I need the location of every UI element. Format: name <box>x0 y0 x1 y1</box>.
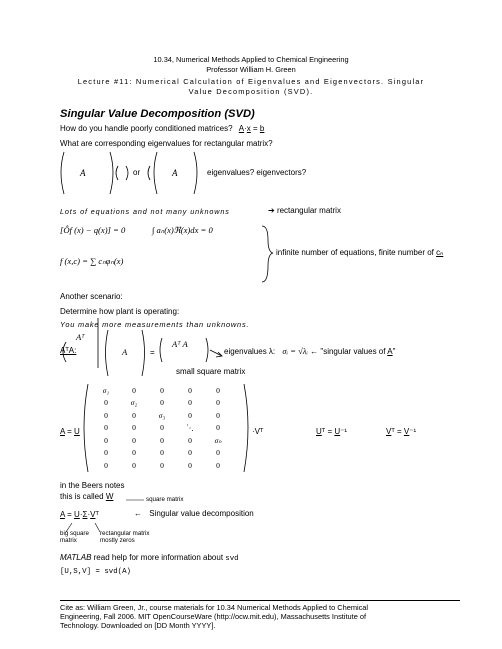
lecture-title-line1: Lecture #11: Numerical Calculation of Eigenvalues and Eigenvectors. Singular <box>77 77 425 86</box>
left-arrow-icon: ← <box>310 347 319 356</box>
sigma-matrix-cell: ⋱ <box>186 423 194 433</box>
sigma-matrix-cell: 0 <box>216 448 220 458</box>
small-square-matrix: small square matrix <box>176 367 246 376</box>
ut-inverse: Uᵀ = U⁻¹ <box>316 427 348 436</box>
called-w: this is called W <box>60 492 114 501</box>
rectangular-matrix-result: ➔ rectangular matrix <box>268 206 341 215</box>
citation-divider <box>60 600 460 601</box>
svd-dot-vt: ·Vᵀ <box>252 427 264 436</box>
ata-matrix-at: Aᵀ <box>76 332 85 342</box>
sigma-matrix-cell: 0 <box>188 448 192 458</box>
ata-equals: = <box>150 348 155 357</box>
sigma-matrix-cell: 0 <box>132 435 136 445</box>
beers-notes: in the Beers notes <box>60 481 125 490</box>
more-measurements: You make more measurements than unknowns. <box>60 320 250 329</box>
or-label: or <box>133 168 141 177</box>
svd-decomposition-label: ← Singular value decomposition <box>134 509 254 518</box>
sigma-matrix-row <box>92 422 242 435</box>
another-scenario: Another scenario: <box>60 292 123 301</box>
sigma-matrix-cell: σₙ <box>214 435 222 445</box>
ata-result: Aᵀ A <box>172 339 188 349</box>
svd-decomposition-eq: A = U·Σ·Vᵀ <box>60 510 99 519</box>
course-title: 10.34, Numerical Methods Applied to Chemical Engineering <box>153 55 349 64</box>
sigma-matrix-cell: 0 <box>104 398 108 408</box>
infinite-equations-note: infinite number of equations, finite number of cₙ <box>276 248 444 257</box>
question-poorly-conditioned: How do you handle poorly conditioned matrices? A·x = b <box>60 124 265 133</box>
citation: Cite as: William Green, Jr., course materials for 10.34 Numerical Methods Applied to Chemical Engineering, Fall 2006. MIT OpenCourseWare (http://ocw.mit.edu), Massachusetts Institute of Technology. Downloaded on [DD Month YYYY]. <box>60 603 369 630</box>
equation-expansion: f (x,c) = ∑ cₙφₙ(x) <box>60 256 124 266</box>
sigma-matrix-cell: 0 <box>104 448 108 458</box>
sigma-matrix-cell: 0 <box>160 435 164 445</box>
matlab-code: [U,S,V] = svd(A) <box>60 568 131 576</box>
big-square-note: big square matrix <box>60 530 89 544</box>
sigma-matrix-cell: 0 <box>132 385 136 395</box>
lecture-title-line2: Value Decomposition (SVD). <box>188 87 314 96</box>
sigma-matrix-cell: 0 <box>104 460 108 470</box>
sigma-matrix-cell: 0 <box>188 435 192 445</box>
left-arrow-icon: ← <box>134 509 142 518</box>
sigma-matrix-cell: 0 <box>160 448 164 458</box>
sigma-matrix-cell: 0 <box>132 448 136 458</box>
determine-plant: Determine how plant is operating: <box>60 307 180 316</box>
sigma-matrix-cell: σ₁ <box>102 385 110 395</box>
eigen-question: eigenvalues? eigenvectors? <box>207 168 307 177</box>
ata-label: AᵀA: <box>60 346 77 355</box>
sigma-matrix-cell: 0 <box>188 460 192 470</box>
square-matrix-note: square matrix <box>146 496 184 503</box>
sigma-matrix-cell: 0 <box>132 410 136 420</box>
sigma-matrix-cell: 0 <box>160 423 164 433</box>
sigma-matrix-cell: 0 <box>132 460 136 470</box>
question-rectangular: What are corresponding eigenvalues for rectangular matrix? <box>60 139 273 148</box>
svd-lhs: A = U <box>60 427 80 436</box>
professor-name: Professor William H. Green <box>206 65 296 74</box>
eigenvalues-lambda: eigenvalues λ: σᵢ = √λᵢ ← "singular values of A" <box>224 346 396 356</box>
sigma-matrix-cell: σ₃ <box>158 410 166 420</box>
equation-integral: ∫ aₙ(x)ℜ(x)dx = 0 <box>152 225 213 235</box>
sigma-matrix-cell: 0 <box>216 423 220 433</box>
sigma-matrix-cell: 0 <box>188 398 192 408</box>
rectangular-note: rectangular matrix mostly zeros <box>100 530 150 544</box>
right-arrow-icon: ➔ <box>268 206 275 215</box>
sigma-matrix-cell: 0 <box>132 423 136 433</box>
sigma-matrix-cell: 0 <box>216 385 220 395</box>
sigma-matrix-row <box>92 409 242 422</box>
sigma-matrix-cell: 0 <box>216 410 220 420</box>
wide-matrix-a: A <box>172 168 178 178</box>
sigma-matrix-cell: 0 <box>188 385 192 395</box>
section-heading: Singular Value Decomposition (SVD) <box>60 108 255 120</box>
sigma-matrix-cell: 0 <box>160 398 164 408</box>
sigma-matrix-cell: 0 <box>104 423 108 433</box>
sigma-matrix-cell: 0 <box>104 435 108 445</box>
sigma-matrix-row <box>92 459 242 472</box>
tall-matrix-a: A <box>80 168 86 178</box>
sigma-matrix-cell: 0 <box>104 410 108 420</box>
ata-matrix-a: A <box>122 347 128 357</box>
sigma-matrix-row <box>92 434 242 447</box>
lots-of-equations: Lots of equations and not many unknowns <box>60 207 230 216</box>
sigma-matrix-cell: 0 <box>216 460 220 470</box>
sigma-matrix-cell: 0 <box>216 398 220 408</box>
sigma-matrix-cell: 0 <box>160 385 164 395</box>
sigma-matrix-row <box>92 447 242 460</box>
sigma-matrix <box>92 384 242 472</box>
sigma-matrix-row <box>92 384 242 397</box>
vt-inverse: Vᵀ = V⁻¹ <box>386 427 417 436</box>
sigma-matrix-row <box>92 397 242 410</box>
sigma-matrix-cell: 0 <box>188 410 192 420</box>
sigma-matrix-cell: 0 <box>160 460 164 470</box>
matlab-help: MATLAB read help for more information about svd <box>60 553 239 563</box>
sigma-matrix-cell: σ₂ <box>130 398 138 408</box>
equation-operator: [Ôf (x) − q(x)] = 0 <box>60 225 126 235</box>
